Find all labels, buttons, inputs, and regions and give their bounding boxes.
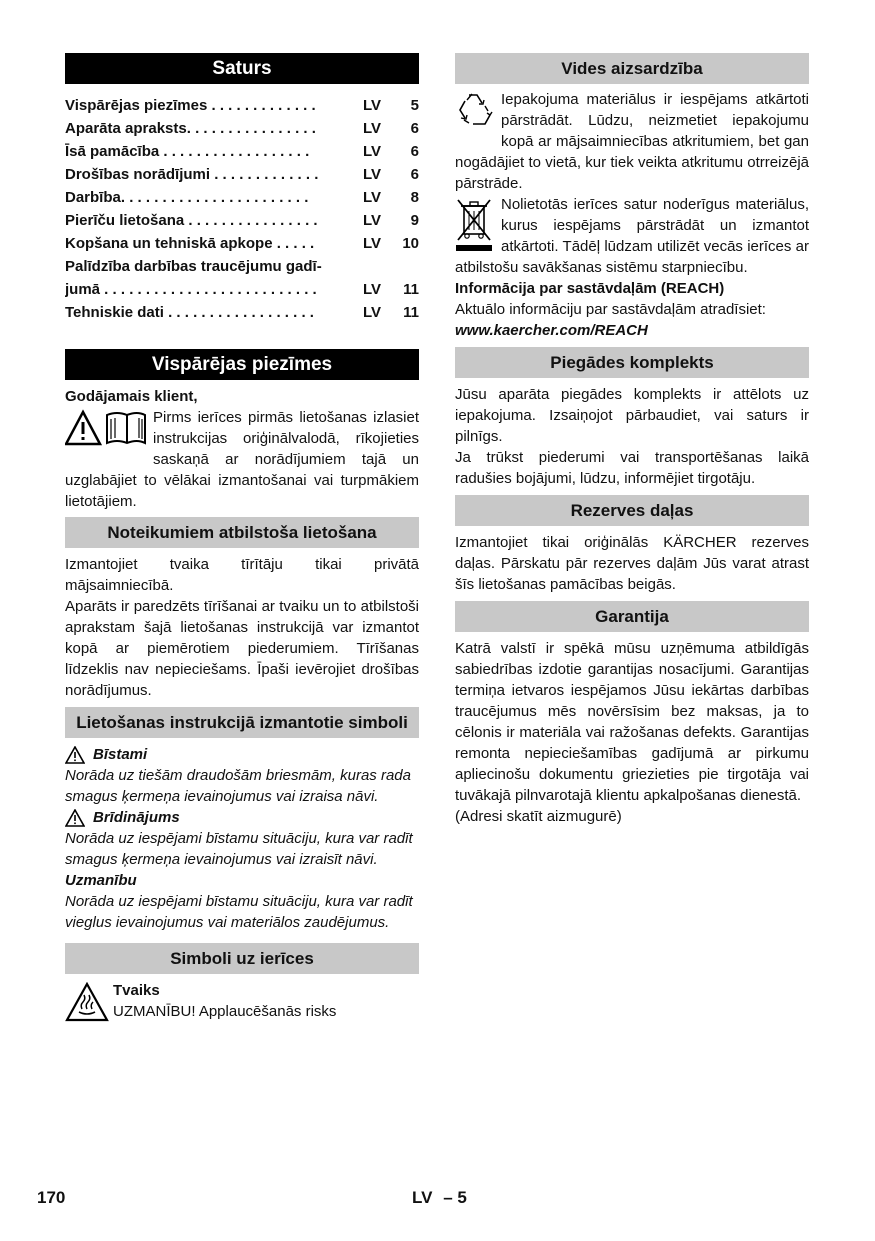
footer-section-page: – 5 xyxy=(443,1188,467,1207)
steam-label: Tvaiks xyxy=(113,982,160,999)
warranty-title: Garantija xyxy=(455,601,809,632)
toc-leader-dots: . . . . . . . . . . . . . . . . . . . . . . . xyxy=(120,189,309,206)
toc-leader-dots: . . . . . . . . . . . . . . . . . . . . . . . . . . xyxy=(100,281,317,298)
caution-label: Uzmanību xyxy=(65,872,137,889)
toc-entry-title: Īsā pamācība xyxy=(65,143,160,160)
toc-entry[interactable] xyxy=(65,140,419,163)
spare-parts-text: Izmantojiet tikai oriģinālās KÄRCHER rezerves daļas. Pārskatu pār rezerves daļām Jūs varat atrast šīs lietošanas pamācības beigās. xyxy=(455,534,809,593)
danger-icon xyxy=(65,746,85,764)
toc-entry-lang: LV xyxy=(363,304,382,321)
toc-entry-page: 10 xyxy=(402,235,419,252)
warning-manual-icon xyxy=(65,409,147,452)
toc-entry-title: Darbība xyxy=(65,189,121,206)
toc-title: Saturs xyxy=(65,53,419,84)
packaging-block xyxy=(455,89,809,194)
disposal-block xyxy=(455,194,809,278)
general-text: Pirms ierīces pirmās lietošanas izlasiet instrukcijas oriģinālvalodā, rīkojieties saskaņā ar norādījumiem tajā un uzglabājiet to vēlākai izmantošanai vai turpmākiem lietotājiem. xyxy=(65,409,419,510)
scope-title: Piegādes komplekts xyxy=(455,347,809,378)
reach-text: Aktuālo informāciju par sastāvdaļām atradīsiet: xyxy=(455,301,766,318)
toc-entry-lang: LV xyxy=(363,189,382,206)
toc-leader-dots: . . . . . . . . . . . . . xyxy=(207,97,316,114)
warning-text: Norāda uz iespējami bīstamu situāciju, kura var radīt smagus ķermeņa ievainojumus vai izraisīt nāvi. xyxy=(65,830,413,868)
scope-p1: Jūsu aparāta piegādes komplekts ir attēlots uz iepakojuma. Izsaiņojot pārbaudiet, vai saturs ir pilnīgs. xyxy=(455,386,809,445)
toc-entry-lang: LV xyxy=(363,166,382,183)
general-notes-title: Vispārējas piezīmes xyxy=(65,349,419,380)
toc-entry-lang: LV xyxy=(363,97,382,114)
general-text-block xyxy=(65,407,419,512)
toc-entry-lang: LV xyxy=(363,212,382,229)
toc-entry-line xyxy=(65,255,419,278)
left-column xyxy=(65,53,419,1022)
toc-entry[interactable] xyxy=(65,186,419,209)
toc-entry-lang: LV xyxy=(363,281,382,298)
recycling-icon xyxy=(455,91,495,134)
environment-title: Vides aizsardzība xyxy=(455,53,809,84)
toc-leader-dots: . . . . . . . . . . . . . . . . . . xyxy=(159,143,310,160)
toc-entry-page: 11 xyxy=(403,304,419,321)
symbols-title: Lietošanas instrukcijā izmantotie simboli xyxy=(65,707,419,738)
disposal-text: Nolietotās ierīces satur noderīgus materiālus, kurus iespējams pārstrādāt un izmantot atkārtoti. Tādēļ lūdzam utilizēt vecās ierīces ar atbilstošu savākšanas sistēmu starpniecību. xyxy=(455,196,809,276)
toc-entry[interactable] xyxy=(65,209,419,232)
reach-title: Informācija par sastāvdaļām (REACH) xyxy=(455,280,725,297)
toc-entry-title: Vispārējas piezīmes xyxy=(65,97,208,114)
warning-label: Brīdinājums xyxy=(93,809,180,826)
spare-parts-title: Rezerves daļas xyxy=(455,495,809,526)
toc-leader-dots: . . . . . xyxy=(272,235,315,252)
toc-entry-page: 6 xyxy=(410,143,419,160)
footer-lang-code: LV xyxy=(412,1188,433,1207)
toc-entry-page: 9 xyxy=(410,212,419,229)
toc-entry-title: Drošības norādījumi xyxy=(65,166,211,183)
toc-entry-title: Palīdzība darbības traucējumu gadī- xyxy=(65,258,322,275)
crossed-bin-icon xyxy=(455,196,495,257)
toc-entry-title: Aparāta apraksts xyxy=(65,120,187,137)
intended-use-p1: Izmantojiet tvaika tīrītāju tikai privātā mājsaimniecībā. xyxy=(65,556,419,594)
steam-symbol-block xyxy=(65,980,419,1022)
right-column xyxy=(455,53,809,827)
toc-entry-title: Pierīču lietošana xyxy=(65,212,185,229)
toc-entry-lang: LV xyxy=(363,235,382,252)
toc-entry[interactable] xyxy=(65,163,419,186)
device-symbols-title: Simboli uz ierīces xyxy=(65,943,419,974)
toc-leader-dots: . . . . . . . . . . . . . xyxy=(210,166,319,183)
danger-heading xyxy=(65,744,419,765)
warning-heading xyxy=(65,807,419,828)
reach-link[interactable]: www.kaercher.com/REACH xyxy=(455,322,648,339)
toc-entry[interactable] xyxy=(65,94,419,117)
steam-text: UZMANĪBU! Applaucēšanās risks xyxy=(113,1003,337,1020)
warranty-note: (Adresi skatīt aizmugurē) xyxy=(455,808,622,825)
toc-entry-lang: LV xyxy=(363,143,382,160)
page-number: 170 xyxy=(37,1188,66,1207)
danger-text: Norāda uz tiešām draudošām briesmām, kuras rada smagus ķermeņa ievainojumus vai izraisa nāvi. xyxy=(65,767,411,805)
intended-use-p2: Aparāts ir paredzēts tīrīšanai ar tvaiku un to atbilstoši aprakstam šajā lietošanas instrukcijā var izmantot kopā ar piemērotiem piederumiem. Tīrīšanas līdzeklis nav nepieciešams. Īpaši ievērojiet drošības norādījumus. xyxy=(65,598,419,699)
toc-entry-page: 8 xyxy=(410,189,419,206)
toc-entry-title: Tehniskie dati xyxy=(65,304,164,321)
toc-entry-lang: LV xyxy=(363,120,382,137)
toc-entry[interactable] xyxy=(65,278,419,301)
salutation: Godājamais klient, xyxy=(65,388,198,405)
hot-steam-icon xyxy=(65,982,109,1022)
toc-entry-title: Kopšana un tehniskā apkope xyxy=(65,235,273,252)
toc-leader-dots: . . . . . . . . . . . . . . . . . . xyxy=(163,304,314,321)
toc-entry-page: 6 xyxy=(410,120,419,137)
scope-p2: Ja trūkst piederumi vai transportēšanas laikā radušies bojājumi, lūdzu, informējiet tirgotāju. xyxy=(455,449,809,487)
intended-use-title: Noteikumiem atbilstoša lietošana xyxy=(65,517,419,548)
toc-entry-page: 5 xyxy=(410,97,419,114)
table-of-contents xyxy=(65,94,419,324)
warranty-text: Katrā valstī ir spēkā mūsu uzņēmuma atbildīgās sabiedrības izdotie garantijas nosacījumi. Garantijas termiņa ietvaros iespējamos Jūsu iekārtas darbības traucējumus mēs novērsīsim bez maksas, ja to cēlonis ir materiāla vai ražošanas defekts. Garantijas remonta nepieciešamības gadījumā ar pirkumu apliecinošu dokumentu griezieties pie tirgotāja vai tuvākajā pilnvarotajā klientu apkalpošanas dienestā. xyxy=(455,640,809,804)
caution-text: Norāda uz iespējami bīstamu situāciju, kura var radīt vieglus ievainojumus vai materiālos zaudējumus. xyxy=(65,893,413,931)
toc-entry-page: 6 xyxy=(410,166,419,183)
toc-entry[interactable] xyxy=(65,232,419,255)
toc-entry-title: jumā xyxy=(65,281,101,298)
danger-label: Bīstami xyxy=(93,746,148,763)
toc-leader-dots: . . . . . . . . . . . . . . . . xyxy=(184,212,318,229)
toc-entry-page: 11 xyxy=(403,281,419,298)
toc-entry[interactable] xyxy=(65,301,419,324)
packaging-text: Iepakojuma materiālus ir iespējams atkārtoti pārstrādāt. Lūdzu, neizmetiet iepakojumu kopā ar mājsaimniecības atkritumiem, bet gan nogādājiet to vietā, kur tiek veikta atkritumu otrreizējā pārstrāde. xyxy=(455,91,809,192)
warning-icon xyxy=(65,809,85,827)
footer-lang xyxy=(412,1188,467,1208)
toc-entry[interactable] xyxy=(65,117,419,140)
toc-leader-dots: . . . . . . . . . . . . . . . . xyxy=(186,120,316,137)
